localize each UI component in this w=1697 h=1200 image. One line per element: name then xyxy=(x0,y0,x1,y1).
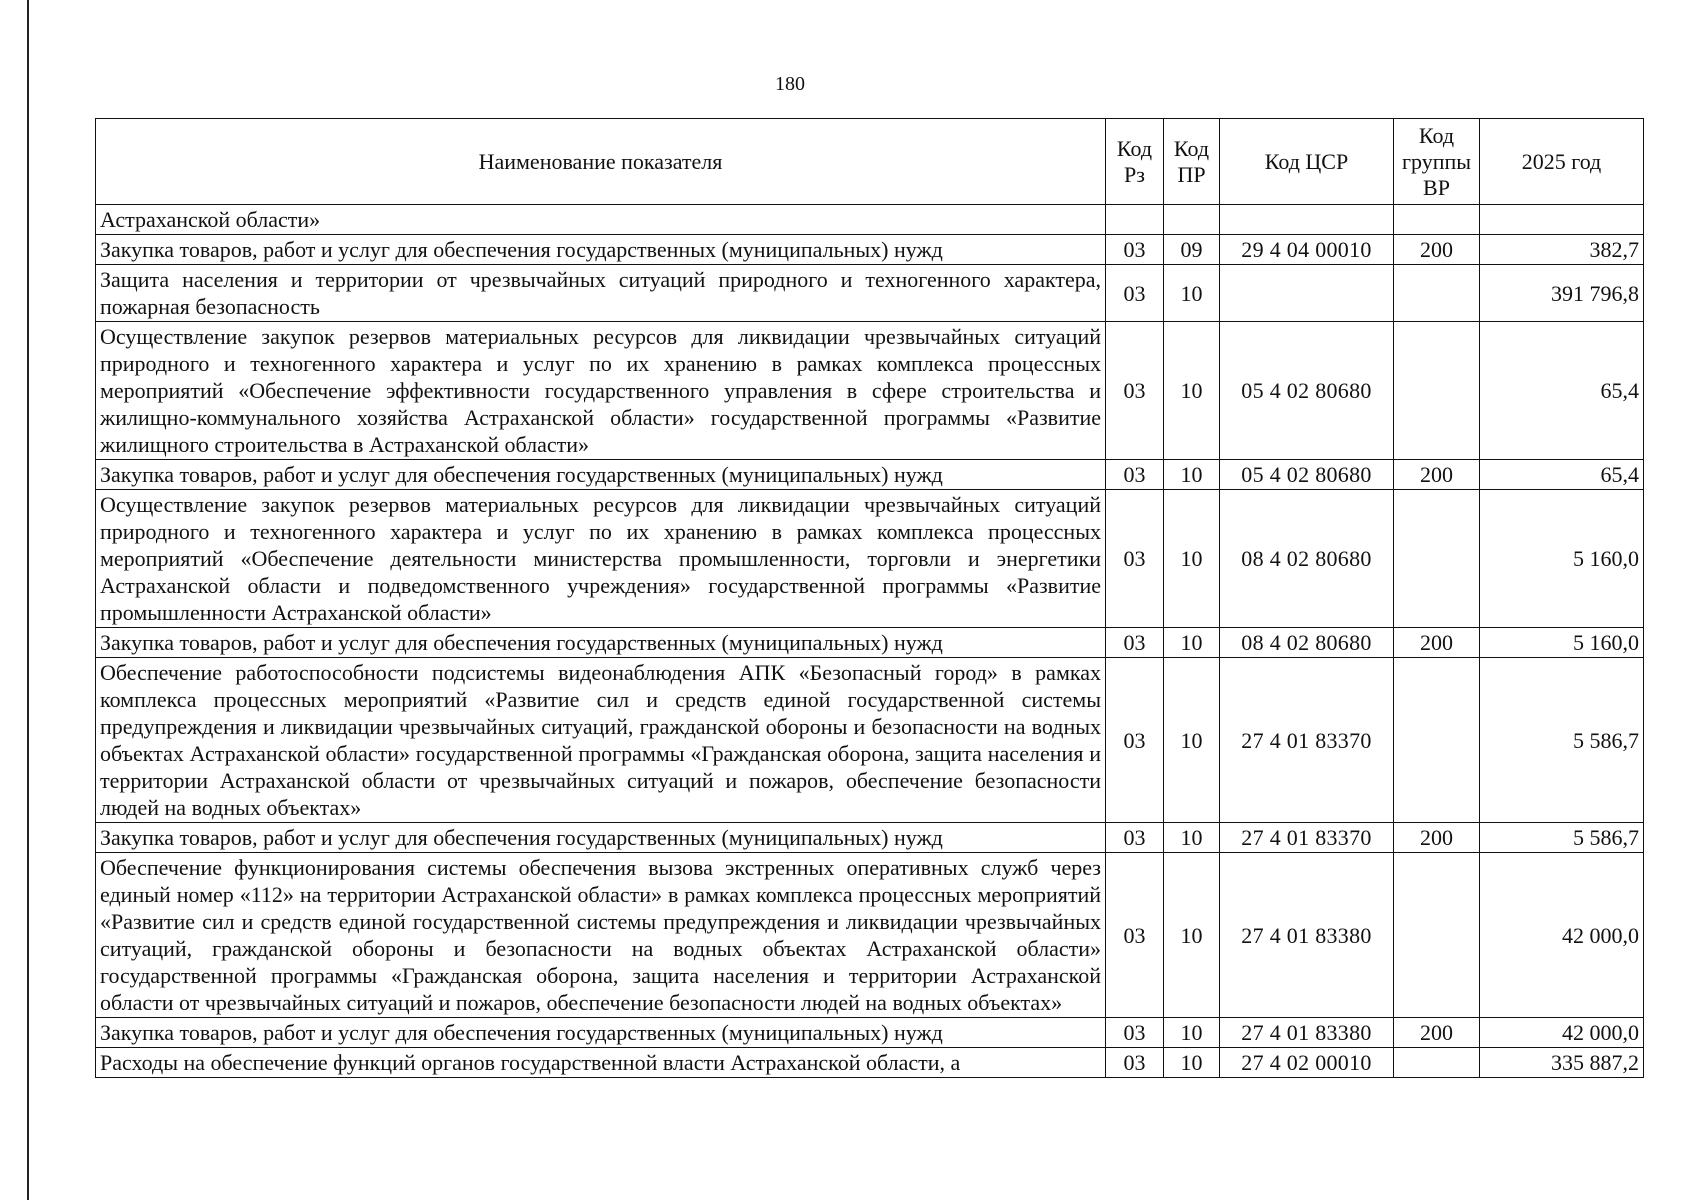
table-row xyxy=(96,823,1644,853)
cell-rz: 03 xyxy=(1106,853,1164,1018)
cell-csr: 08 4 02 80680 xyxy=(1220,490,1394,628)
cell-pr: 10 xyxy=(1164,460,1220,490)
cell-pr: 09 xyxy=(1164,235,1220,265)
cell-vr xyxy=(1394,1048,1480,1078)
table-row xyxy=(96,1018,1644,1048)
cell-amount xyxy=(1480,205,1644,235)
header-csr: Код ЦСР xyxy=(1220,119,1394,205)
cell-rz: 03 xyxy=(1106,1048,1164,1078)
cell-amount: 65,4 xyxy=(1480,322,1644,460)
page-margin-line xyxy=(27,0,29,1200)
cell-pr: 10 xyxy=(1164,1048,1220,1078)
table-body xyxy=(96,205,1644,1078)
cell-name: Осуществление закупок резервов материальных ресурсов для ликвидации чрезвычайных ситуаций природного и техногенного характера и услуг по их хранению в рамках комплекса процессных мероприятий «Обеспечение деятельности министерства промышленности, торговли и энергетики Астраханской области и подведомственного учреждения» государственной программы «Развитие промышленности Астраханской области» xyxy=(96,490,1106,628)
cell-name: Закупка товаров, работ и услуг для обеспечения государственных (муниципальных) нужд xyxy=(96,823,1106,853)
cell-pr: 10 xyxy=(1164,1018,1220,1048)
cell-amount: 5 586,7 xyxy=(1480,823,1644,853)
cell-name: Обеспечение работоспособности подсистемы видеонаблюдения АПК «Безопасный город» в рамках комплекса процессных мероприятий «Развитие сил и средств единой государственной системы предупреждения и ликвидации чрезвычайных ситуаций, гражданской обороны и безопасности на водных объектах Астраханской области» государственной программы «Гражданская оборона, защита населения и территории Астраханской области от чрезвычайных ситуаций и пожаров, обеспечение безопасности людей на водных объектах» xyxy=(96,658,1106,823)
cell-rz: 03 xyxy=(1106,235,1164,265)
cell-rz: 03 xyxy=(1106,460,1164,490)
cell-vr xyxy=(1394,205,1480,235)
header-year: 2025 год xyxy=(1480,119,1644,205)
table-row xyxy=(96,205,1644,235)
cell-csr: 27 4 01 83370 xyxy=(1220,823,1394,853)
table-row xyxy=(96,658,1644,823)
cell-pr: 10 xyxy=(1164,853,1220,1018)
page-number: 180 xyxy=(775,73,805,95)
cell-name: Расходы на обеспечение функций органов государственной власти Астраханской области, а xyxy=(96,1048,1106,1078)
cell-csr: 27 4 01 83370 xyxy=(1220,658,1394,823)
cell-pr: 10 xyxy=(1164,823,1220,853)
cell-vr: 200 xyxy=(1394,628,1480,658)
table-row xyxy=(96,265,1644,322)
table-row xyxy=(96,322,1644,460)
cell-amount: 5 586,7 xyxy=(1480,658,1644,823)
cell-name: Закупка товаров, работ и услуг для обеспечения государственных (муниципальных) нужд xyxy=(96,628,1106,658)
cell-amount: 65,4 xyxy=(1480,460,1644,490)
cell-rz xyxy=(1106,205,1164,235)
cell-vr xyxy=(1394,853,1480,1018)
budget-table xyxy=(95,118,1644,1078)
cell-pr: 10 xyxy=(1164,658,1220,823)
table-header-row xyxy=(96,119,1644,205)
cell-rz: 03 xyxy=(1106,658,1164,823)
cell-name: Защита населения и территории от чрезвычайных ситуаций природного и техногенного характера, пожарная безопасность xyxy=(96,265,1106,322)
cell-name: Обеспечение функционирования системы обеспечения вызова экстренных оперативных служб через единый номер «112» на территории Астраханской области» в рамках комплекса процессных мероприятий «Развитие сил и средств единой государственной системы предупреждения и ликвидации чрезвычайных ситуаций, гражданской обороны и безопасности на водных объектах Астраханской области» государственной программы «Гражданская оборона, защита населения и территории Астраханской области от чрезвычайных ситуаций и пожаров, обеспечение безопасности людей на водных объектах» xyxy=(96,853,1106,1018)
cell-csr xyxy=(1220,205,1394,235)
cell-pr: 10 xyxy=(1164,490,1220,628)
table-row xyxy=(96,853,1644,1018)
cell-csr: 27 4 01 83380 xyxy=(1220,1018,1394,1048)
cell-amount: 5 160,0 xyxy=(1480,628,1644,658)
table-row xyxy=(96,1048,1644,1078)
cell-vr: 200 xyxy=(1394,1018,1480,1048)
cell-rz: 03 xyxy=(1106,628,1164,658)
cell-csr: 05 4 02 80680 xyxy=(1220,460,1394,490)
cell-vr xyxy=(1394,658,1480,823)
cell-rz: 03 xyxy=(1106,490,1164,628)
cell-vr: 200 xyxy=(1394,235,1480,265)
cell-pr xyxy=(1164,205,1220,235)
cell-amount: 42 000,0 xyxy=(1480,853,1644,1018)
cell-name: Закупка товаров, работ и услуг для обеспечения государственных (муниципальных) нужд xyxy=(96,235,1106,265)
table-row xyxy=(96,460,1644,490)
table-row xyxy=(96,235,1644,265)
table-row xyxy=(96,490,1644,628)
table-row xyxy=(96,628,1644,658)
cell-amount: 382,7 xyxy=(1480,235,1644,265)
header-name: Наименование показателя xyxy=(96,119,1106,205)
cell-vr xyxy=(1394,265,1480,322)
cell-name: Астраханской области» xyxy=(96,205,1106,235)
cell-csr: 29 4 04 00010 xyxy=(1220,235,1394,265)
cell-rz: 03 xyxy=(1106,322,1164,460)
cell-vr: 200 xyxy=(1394,823,1480,853)
cell-csr: 27 4 02 00010 xyxy=(1220,1048,1394,1078)
cell-csr: 05 4 02 80680 xyxy=(1220,322,1394,460)
cell-rz: 03 xyxy=(1106,1018,1164,1048)
cell-name: Осуществление закупок резервов материальных ресурсов для ликвидации чрезвычайных ситуаций природного и техногенного характера и услуг по их хранению в рамках комплекса процессных мероприятий «Обеспечение эффективности государственного управления в сфере строительства и жилищно-коммунального хозяйства Астраханской области» государственной программы «Развитие жилищного строительства в Астраханской области» xyxy=(96,322,1106,460)
cell-pr: 10 xyxy=(1164,628,1220,658)
cell-vr xyxy=(1394,490,1480,628)
cell-csr: 27 4 01 83380 xyxy=(1220,853,1394,1018)
cell-csr xyxy=(1220,265,1394,322)
header-vr: Код группы ВР xyxy=(1394,119,1480,205)
cell-pr: 10 xyxy=(1164,322,1220,460)
cell-amount: 335 887,2 xyxy=(1480,1048,1644,1078)
cell-amount: 42 000,0 xyxy=(1480,1018,1644,1048)
cell-rz: 03 xyxy=(1106,265,1164,322)
cell-vr: 200 xyxy=(1394,460,1480,490)
cell-rz: 03 xyxy=(1106,823,1164,853)
header-pr: Код ПР xyxy=(1164,119,1220,205)
header-rz: Код Рз xyxy=(1106,119,1164,205)
cell-amount: 5 160,0 xyxy=(1480,490,1644,628)
cell-name: Закупка товаров, работ и услуг для обеспечения государственных (муниципальных) нужд xyxy=(96,1018,1106,1048)
cell-amount: 391 796,8 xyxy=(1480,265,1644,322)
cell-pr: 10 xyxy=(1164,265,1220,322)
cell-vr xyxy=(1394,322,1480,460)
cell-name: Закупка товаров, работ и услуг для обеспечения государственных (муниципальных) нужд xyxy=(96,460,1106,490)
cell-csr: 08 4 02 80680 xyxy=(1220,628,1394,658)
